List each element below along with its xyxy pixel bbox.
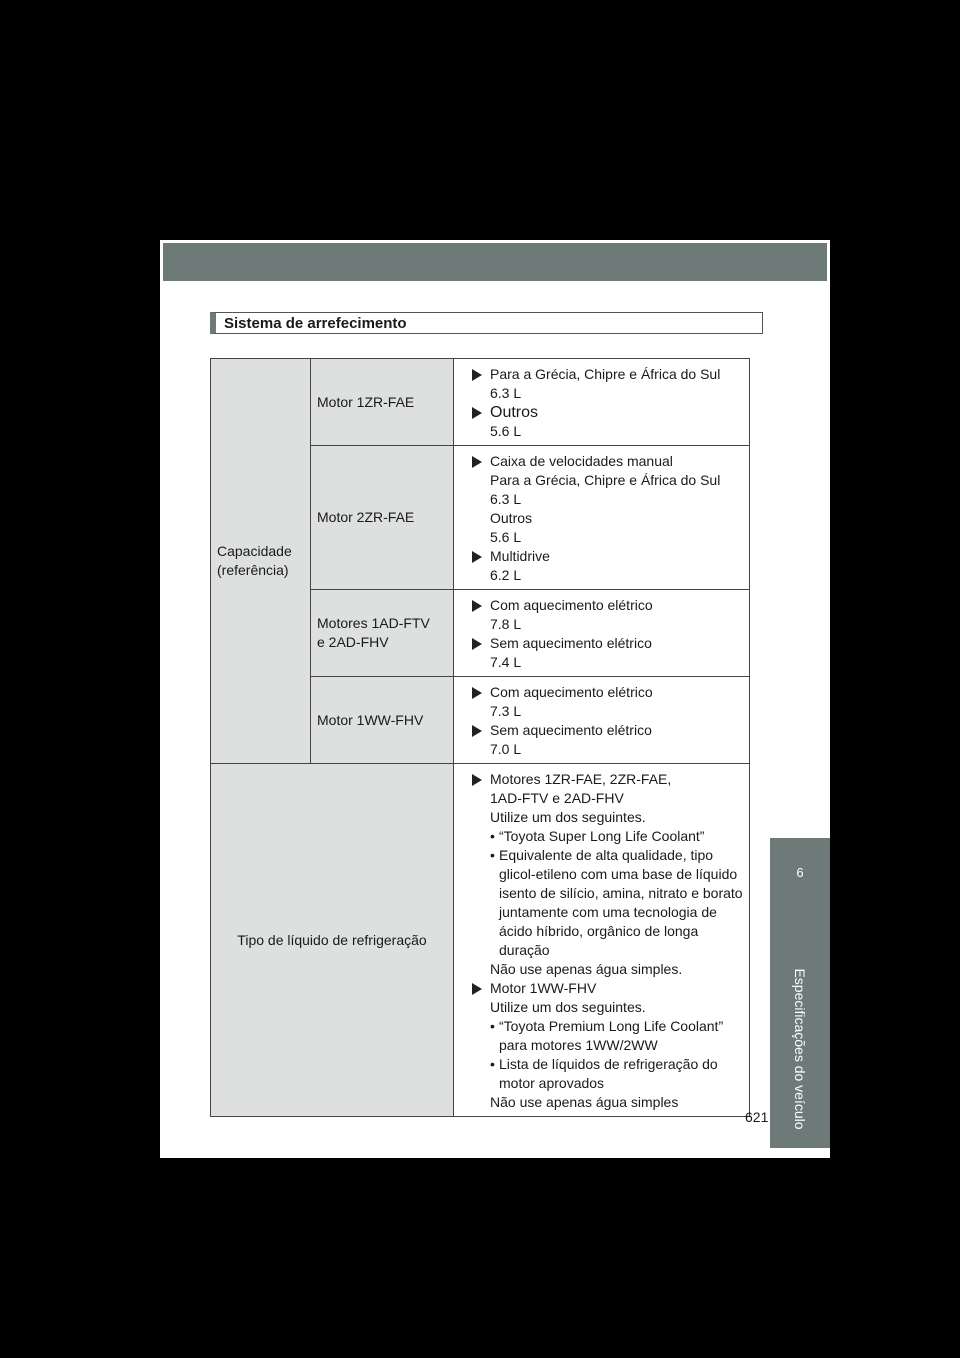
text-line: 5.6 L	[490, 423, 522, 439]
list-item: Sem aquecimento elétrico	[464, 634, 743, 653]
page-number: 621	[745, 1109, 769, 1125]
bullet-item: • Equivalente de alta qualidade, tipo glicol-etileno com uma base de líquido isento de silício, amina, nitrato e borato juntamente com uma tecnologia de ácido híbrido, orgânico de longa duração	[490, 847, 743, 958]
text-line: 7.4 L	[490, 654, 522, 670]
bullet-icon: •	[490, 847, 495, 863]
chapter-number: 6	[796, 864, 804, 880]
triangle-arrow-icon	[472, 407, 482, 419]
list-item: Motor 1WW-FHV	[464, 979, 743, 998]
text-line: 7.3 L	[490, 703, 522, 719]
table-row	[211, 764, 750, 1117]
list-item: Motores 1ZR-FAE, 2ZR-FAE,	[464, 770, 743, 789]
capacity-label: Capacidade (referência)	[211, 359, 311, 764]
engine-cell: Motor 1WW-FHV	[311, 677, 454, 764]
engine-cell: Motores 1AD-FTV e 2AD-FHV	[311, 590, 454, 677]
text-line: Não use apenas água simples	[490, 1094, 679, 1110]
value-cell	[454, 446, 750, 590]
engine-cell: Motor 2ZR-FAE	[311, 446, 454, 590]
text-line: Outros	[490, 510, 533, 526]
section-title: Sistema de arrefecimento	[210, 312, 763, 334]
text-line: 6.2 L	[490, 567, 522, 583]
triangle-arrow-icon	[472, 687, 482, 699]
text-line: 5.6 L	[490, 529, 522, 545]
text-line: 1AD-FTV e 2AD-FHV	[490, 790, 624, 806]
text-line: 6.3 L	[490, 385, 522, 401]
bullet-item: • “Toyota Super Long Life Coolant”	[490, 828, 705, 844]
triangle-arrow-icon	[472, 600, 482, 612]
text-line: Não use apenas água simples.	[490, 961, 683, 977]
triangle-arrow-icon	[472, 456, 482, 468]
list-item: Para a Grécia, Chipre e África do Sul	[464, 365, 743, 384]
triangle-arrow-icon	[472, 551, 482, 563]
specs-table	[210, 358, 750, 1117]
list-item: Outros	[464, 403, 743, 422]
engine-cell: Motor 1ZR-FAE	[311, 359, 454, 446]
value-cell	[454, 590, 750, 677]
value-cell	[454, 764, 750, 1117]
text-line: 6.3 L	[490, 491, 522, 507]
list-item: Sem aquecimento elétrico	[464, 721, 743, 740]
triangle-arrow-icon	[472, 725, 482, 737]
triangle-arrow-icon	[472, 638, 482, 650]
text-line: 7.8 L	[490, 616, 522, 632]
chapter-label: Especificações do veículo	[792, 968, 808, 1130]
triangle-arrow-icon	[472, 774, 482, 786]
chapter-side-tab	[770, 838, 830, 1148]
text-line: Para a Grécia, Chipre e África do Sul	[490, 472, 721, 488]
coolant-type-label: Tipo de líquido de refrigeração	[211, 764, 454, 1117]
triangle-arrow-icon	[472, 369, 482, 381]
manual-page	[160, 240, 830, 1158]
text-line: Utilize um dos seguintes.	[490, 809, 646, 825]
bullet-item: • “Toyota Premium Long Life Coolant” para motores 1WW/2WW	[490, 1018, 724, 1053]
list-item: Com aquecimento elétrico	[464, 683, 743, 702]
bullet-icon: •	[490, 1056, 495, 1072]
bullet-item: • Lista de líquidos de refrigeração do motor aprovados	[490, 1056, 718, 1091]
list-item: Com aquecimento elétrico	[464, 596, 743, 615]
list-item: Multidrive	[464, 547, 743, 566]
text-line: Utilize um dos seguintes.	[490, 999, 646, 1015]
triangle-arrow-icon	[472, 983, 482, 995]
header-band	[163, 243, 827, 281]
value-cell	[454, 359, 750, 446]
table-row	[211, 359, 750, 446]
bullet-icon: •	[490, 828, 495, 844]
list-item: Caixa de velocidades manual	[464, 452, 743, 471]
text-line: 7.0 L	[490, 741, 522, 757]
bullet-icon: •	[490, 1018, 495, 1034]
value-cell	[454, 677, 750, 764]
